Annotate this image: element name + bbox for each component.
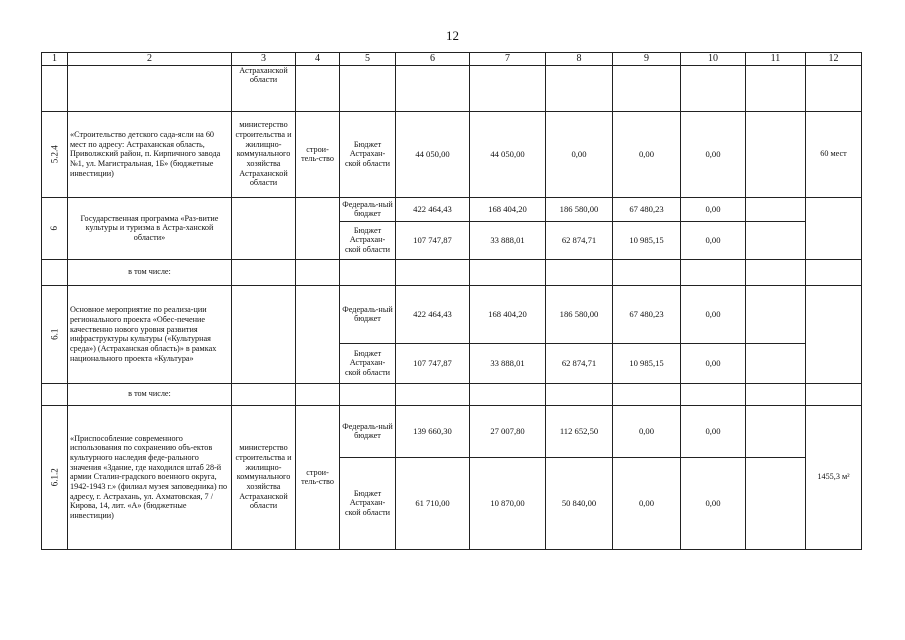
value-cell: 112 652,50: [546, 405, 613, 457]
executor-cell: министерство строительства и жилищно-коммунального хозяйства Астраханской области: [232, 111, 296, 197]
value-cell: 33 888,01: [470, 343, 546, 383]
value-cell: 0,00: [681, 343, 746, 383]
value-cell: 10 985,15: [613, 221, 681, 259]
value-cell: 0,00: [681, 285, 746, 343]
column-number-row: [42, 53, 862, 66]
table-row: [42, 259, 862, 285]
source-cell: Бюджет Астрахан-ской области: [340, 457, 396, 549]
table-row: [42, 285, 862, 343]
col-number: 7: [470, 53, 546, 66]
col-number: 5: [340, 53, 396, 66]
value-cell: 10 870,00: [470, 457, 546, 549]
source-cell: Бюджет Астрахан-ской области: [340, 343, 396, 383]
value-cell: 0,00: [681, 221, 746, 259]
col-number: 2: [68, 53, 232, 66]
source-cell: Бюджет Астрахан-ской области: [340, 111, 396, 197]
value-cell: 33 888,01: [470, 221, 546, 259]
row-number: 6: [49, 226, 60, 231]
row-number: 6.1.2: [49, 468, 60, 487]
value-cell: 0,00: [681, 457, 746, 549]
col-number: 3: [232, 53, 296, 66]
col-number: 4: [296, 53, 340, 66]
value-cell: [746, 111, 806, 197]
row-number: 5.2.4: [49, 145, 60, 164]
value-cell: 0,00: [613, 457, 681, 549]
result-cell: 60 мест: [806, 111, 862, 197]
value-cell: 422 464,43: [396, 285, 470, 343]
subheading-cell: в том числе:: [68, 259, 232, 285]
value-cell: 107 747,87: [396, 343, 470, 383]
col-number: 8: [546, 53, 613, 66]
value-cell: 0,00: [681, 405, 746, 457]
table-row: [42, 383, 862, 405]
value-cell: 139 660,30: [396, 405, 470, 457]
row-number: 6.1: [49, 328, 60, 340]
col-number: 10: [681, 53, 746, 66]
budget-table: [41, 52, 862, 550]
source-cell: Федераль-ный бюджет: [340, 405, 396, 457]
value-cell: 186 580,00: [546, 285, 613, 343]
type-cell: строи-тель-ство: [296, 405, 340, 549]
value-cell: 0,00: [546, 111, 613, 197]
value-cell: 50 840,00: [546, 457, 613, 549]
name-cell: «Приспособление современного использования по сохранению объ-ектов культурного наследия феде-рального значения «Здание, где находился штаб 28-й армии Сталин-градского военного округа, 1942-1943 г.» (филиал музея заповедника) по адресу, г. Астрахань, ул. Ахматовская, 7 / Кирова, 14, лит. «А» (бюджетные инвестиции): [68, 405, 232, 549]
col-number: 6: [396, 53, 470, 66]
source-cell: Федераль-ный бюджет: [340, 197, 396, 221]
value-cell: 0,00: [613, 405, 681, 457]
source-cell: Федераль-ный бюджет: [340, 285, 396, 343]
value-cell: 422 464,43: [396, 197, 470, 221]
executor-cell: Астраханской области: [232, 65, 296, 111]
value-cell: 44 050,00: [470, 111, 546, 197]
value-cell: 44 050,00: [396, 111, 470, 197]
executor-cell: министерство строительства и жилищно-коммунального хозяйства Астраханской области: [232, 405, 296, 549]
value-cell: 0,00: [613, 111, 681, 197]
name-cell: Государственная программа «Раз-витие культуры и туризма в Астра-ханской области»: [68, 197, 232, 259]
name-cell: «Строительство детского сада-ясли на 60 мест по адресу: Астраханская область, Приволжский район, п. Кирпичного завода №1, ул. Магистральная, 1Б» (бюджетные инвестиции): [68, 111, 232, 197]
value-cell: 67 480,23: [613, 285, 681, 343]
value-cell: 0,00: [681, 111, 746, 197]
col-number: 12: [806, 53, 862, 66]
table-row: [42, 405, 862, 457]
subheading-cell: в том числе:: [68, 383, 232, 405]
row-number-cell: [42, 197, 68, 259]
table-row: [42, 65, 862, 111]
value-cell: 67 480,23: [613, 197, 681, 221]
value-cell: 107 747,87: [396, 221, 470, 259]
row-number-cell: [42, 285, 68, 383]
value-cell: 27 007,80: [470, 405, 546, 457]
table-row: [42, 197, 862, 221]
row-number-cell: [42, 405, 68, 549]
source-cell: Бюджет Астрахан-ской области: [340, 221, 396, 259]
col-number: 9: [613, 53, 681, 66]
value-cell: 62 874,71: [546, 221, 613, 259]
name-cell: Основное мероприятие по реализа-ции регионального проекта «Обес-печение качественно нового уровня развития инфраструктуры культуры («Культурная среда») (Астраханская область)» в рамках национального проекта «Культура»: [68, 285, 232, 383]
value-cell: 10 985,15: [613, 343, 681, 383]
value-cell: 61 710,00: [396, 457, 470, 549]
table-row: [42, 111, 862, 197]
col-number: 11: [746, 53, 806, 66]
row-number-cell: [42, 111, 68, 197]
value-cell: 168 404,20: [470, 197, 546, 221]
value-cell: 0,00: [681, 197, 746, 221]
value-cell: 168 404,20: [470, 285, 546, 343]
result-cell: 1455,3 м²: [806, 405, 862, 549]
col-number: 1: [42, 53, 68, 66]
page-number: 12: [446, 28, 459, 43]
type-cell: строи-тель-ство: [296, 111, 340, 197]
value-cell: 186 580,00: [546, 197, 613, 221]
value-cell: 62 874,71: [546, 343, 613, 383]
